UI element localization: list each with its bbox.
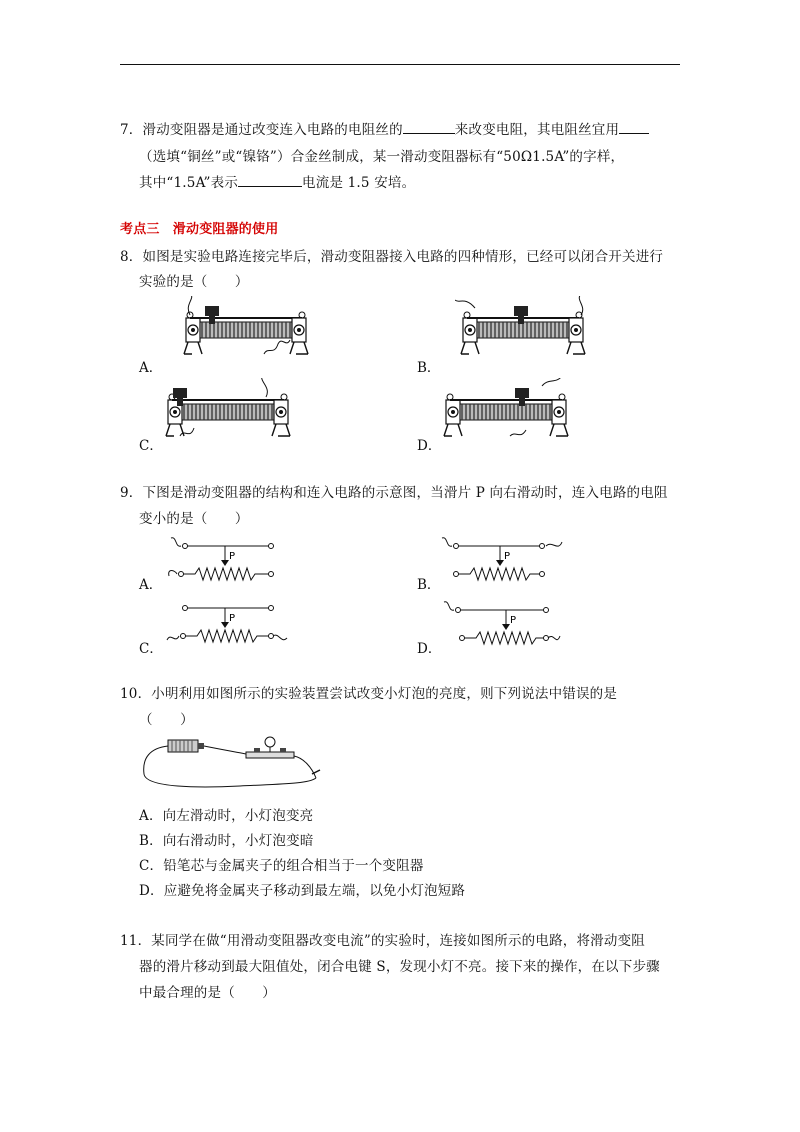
q8-option-b[interactable]: B． <box>417 360 441 376</box>
q9-figure-c <box>165 598 290 650</box>
q8-figure-d <box>438 378 578 446</box>
q7-blank-1[interactable] <box>403 121 455 134</box>
q10-line2: （ ） <box>139 712 194 728</box>
q9-slider-label-a: P <box>229 551 236 562</box>
q9-line1: 9．下图是滑动变阻器的结构和连入电路的示意图，当滑片 P 向右滑动时，连入电路的电阻 <box>120 485 668 501</box>
q10-option-c[interactable]: C．铅笔芯与金属夹子的组合相当于一个变阻器 <box>139 858 424 874</box>
q9-slider-label-c: P <box>229 613 236 624</box>
q7-blank-3[interactable] <box>238 174 302 187</box>
q8-line1: 8．如图是实验电路连接完毕后，滑动变阻器接入电路的四种情形，已经可以闭合开关进行 <box>120 249 664 265</box>
q10-option-b[interactable]: B．向右滑动时，小灯泡变暗 <box>139 833 314 849</box>
q8-figure-b <box>455 296 595 364</box>
q10-option-a[interactable]: A．向左滑动时，小灯泡变亮 <box>139 808 314 824</box>
header-rule <box>120 64 680 65</box>
q10-circuit-figure <box>140 734 325 794</box>
q9-figure-a <box>165 534 290 586</box>
q9-slider-label-d: P <box>510 615 517 626</box>
q8-figure-c <box>160 378 300 446</box>
q7-text-a: 7．滑动变阻器是通过改变连入电路的电阻丝的 <box>120 122 403 138</box>
q9-option-d[interactable]: D． <box>417 641 442 657</box>
q11-line1: 11．某同学在做“用滑动变阻器改变电流”的实验时，连接如图所示的电路，将滑动变阻 <box>120 933 645 949</box>
q11-line2: 器的滑片移动到最大阻值处，闭合电键 S，发现小灯不亮。接下来的操作，在以下步骤 <box>139 959 660 975</box>
q8-line2: 实验的是（ ） <box>139 274 249 290</box>
q7-line3 <box>139 174 415 192</box>
q8-option-d[interactable]: D． <box>417 438 442 454</box>
q7-text-b: 来改变电阻，其电阻丝宜用 <box>454 122 620 138</box>
q9-figure-b <box>440 534 565 586</box>
q7-line1 <box>120 121 649 139</box>
q11-line3: 中最合理的是（ ） <box>139 985 276 1001</box>
q10-option-d[interactable]: D．应避免将金属夹子移动到最左端，以免小灯泡短路 <box>139 883 466 899</box>
q7-blank-2[interactable] <box>619 121 649 134</box>
q8-option-a[interactable]: A． <box>139 360 163 376</box>
q9-figure-d <box>440 598 565 650</box>
q8-figure-a <box>178 296 318 364</box>
q9-option-b[interactable]: B． <box>417 577 441 593</box>
q7-line2: （选填“铜丝”或“镍铬”）合金丝制成，某一滑动变阻器标有“50Ω1.5A”的字样， <box>139 149 625 165</box>
q9-option-c[interactable]: C． <box>139 641 163 657</box>
q9-slider-label-b: P <box>504 551 511 562</box>
section-heading: 考点三 滑动变阻器的使用 <box>120 222 279 237</box>
q9-option-a[interactable]: A． <box>139 577 163 593</box>
q7-text-c: 其中“1.5A”表示 <box>139 175 239 191</box>
q9-line2: 变小的是（ ） <box>139 511 249 527</box>
q10-line1: 10．小明利用如图所示的实验装置尝试改变小灯泡的亮度，则下列说法中错误的是 <box>120 686 618 702</box>
q7-text-d: 电流是 1.5 安培。 <box>302 175 416 191</box>
q8-option-c[interactable]: C． <box>139 438 163 454</box>
